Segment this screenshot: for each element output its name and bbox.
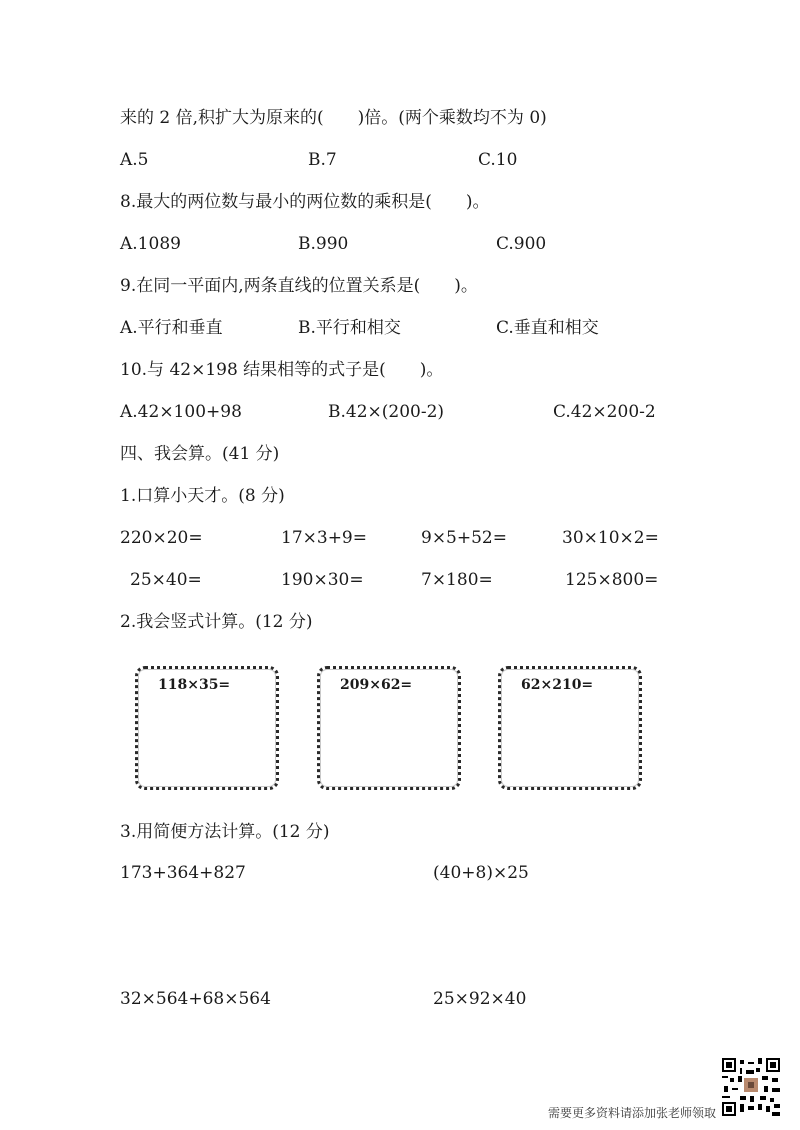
- q10-option-a: A.42×100+98: [120, 402, 242, 422]
- q8-option-b: B.990: [298, 234, 349, 254]
- oral-item: 190×30=: [281, 570, 364, 590]
- q7-option-a: A.5: [120, 150, 149, 170]
- oral-item: 7×180=: [421, 570, 493, 590]
- q7-option-b: B.7: [308, 150, 337, 170]
- oral-item: 220×20=: [120, 528, 203, 548]
- q9-option-c: C.垂直和相交: [496, 318, 599, 338]
- part3-title: 3.用简便方法计算。(12 分): [120, 822, 330, 842]
- q7-continuation: 来的 2 倍,积扩大为原来的( )倍。(两个乘数均不为 0): [120, 108, 547, 128]
- footer-note: 需要更多资料请添加张老师领取: [548, 1106, 717, 1120]
- q9-option-b: B.平行和相交: [298, 318, 401, 338]
- q8-option-a: A.1089: [120, 234, 181, 254]
- simple-calc-item: 32×564+68×564: [120, 989, 271, 1009]
- q10-question: 10.与 42×198 结果相等的式子是( )。: [120, 360, 444, 380]
- q8-question: 8.最大的两位数与最小的两位数的乘积是( )。: [120, 192, 490, 212]
- part2-title: 2.我会竖式计算。(12 分): [120, 612, 313, 632]
- section4-title: 四、我会算。(41 分): [120, 444, 280, 464]
- oral-item: 17×3+9=: [281, 528, 367, 548]
- q7-option-c: C.10: [478, 150, 518, 170]
- vertical-calc-box: [135, 666, 279, 790]
- vertical-calc-expression: 62×210=: [521, 677, 594, 693]
- vertical-calc-box: [498, 666, 642, 790]
- vertical-calc-expression: 118×35=: [158, 677, 231, 693]
- oral-item: 25×40=: [130, 570, 202, 590]
- q8-option-c: C.900: [496, 234, 547, 254]
- vertical-calc-box: [317, 666, 461, 790]
- qr-code-icon: [722, 1058, 780, 1116]
- oral-item: 30×10×2=: [562, 528, 659, 548]
- simple-calc-item: 173+364+827: [120, 863, 246, 883]
- oral-item: 9×5+52=: [421, 528, 507, 548]
- part1-title: 1.口算小天才。(8 分): [120, 486, 285, 506]
- oral-item: 125×800=: [565, 570, 659, 590]
- simple-calc-item: 25×92×40: [433, 989, 527, 1009]
- q9-question: 9.在同一平面内,两条直线的位置关系是( )。: [120, 276, 478, 296]
- q10-option-b: B.42×(200-2): [328, 402, 445, 422]
- simple-calc-item: (40+8)×25: [433, 863, 529, 883]
- q9-option-a: A.平行和垂直: [120, 318, 223, 338]
- q10-option-c: C.42×200-2: [553, 402, 656, 422]
- vertical-calc-expression: 209×62=: [340, 677, 413, 693]
